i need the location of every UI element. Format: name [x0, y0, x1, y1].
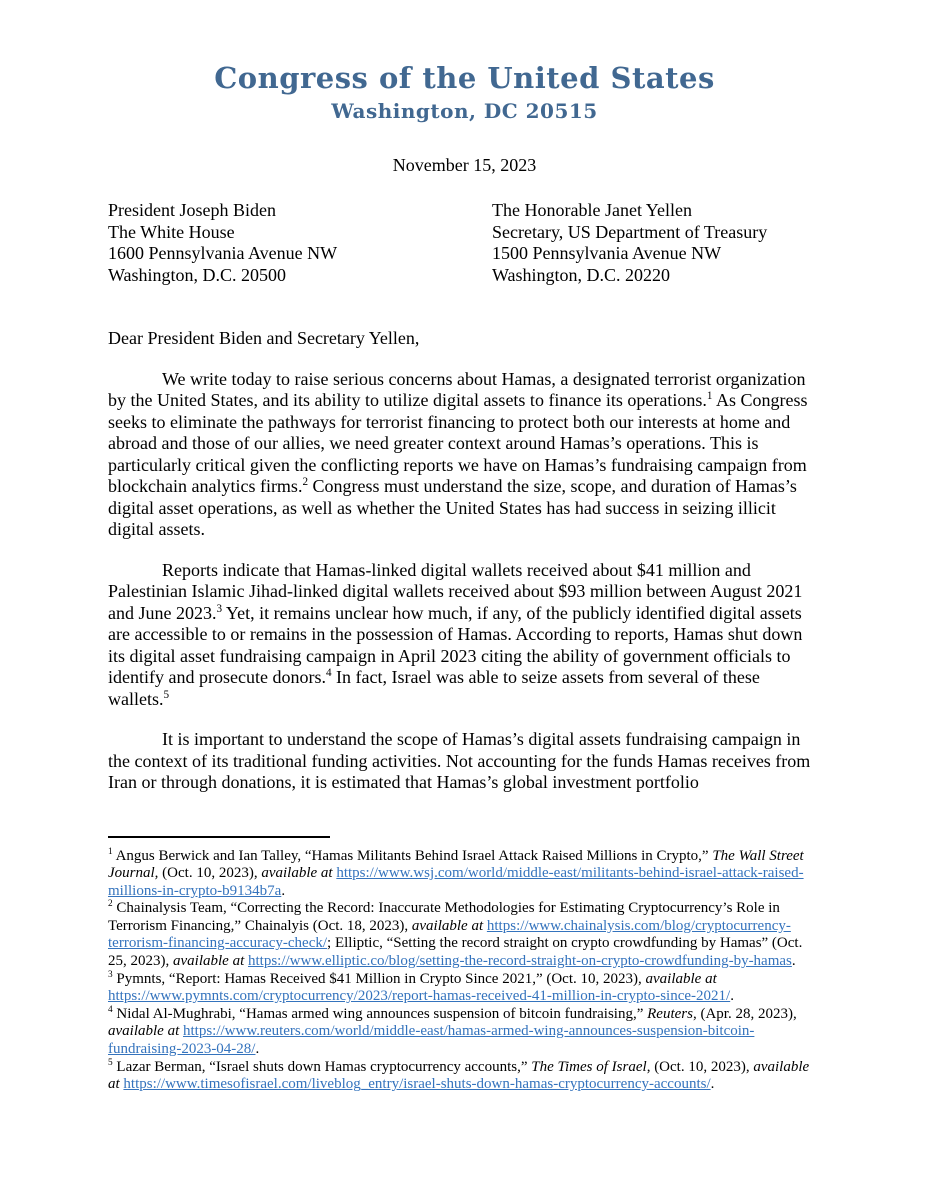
text-run: available at [173, 953, 245, 970]
text-run: It is important to understand the scope of Hamas’s digital assets fundraising campaign in the context of its traditional funding activities. Not accounting for the funds Hamas receives from Iran or through donations, it is estimated that Hamas’s global investment portfolio [108, 729, 811, 792]
recipient-block [108, 200, 821, 286]
body-paragraph [108, 729, 821, 794]
hyperlink[interactable]: https://www.elliptic.co/blog/setting-the-record-straight-on-crypto-crowdfunding-by-hamas [248, 953, 792, 970]
text-run: available at [261, 865, 333, 882]
text-run: . [281, 882, 286, 899]
recipient-line: 1500 Pennsylvania Avenue NW [492, 243, 722, 263]
text-run: Chainalysis Team, “Correcting the Record: Inaccurate Methodologies for Estimating Cryptocurrency’s Role in Terrorism Financing,” Chainalyis (Oct. 18, 2023), [108, 900, 780, 934]
letter-date: November 15, 2023 [392, 155, 537, 175]
hyperlink[interactable]: https://www.chainalysis.com/blog/cryptocurrency-terrorism-financing-accuracy-check/ [108, 917, 791, 952]
recipient-line: Washington, D.C. 20500 [108, 264, 287, 285]
hyperlink[interactable]: https://www.pymnts.com/cryptocurrency/2023/report-hamas-received-41-million-in-crypto-since-2021/ [108, 988, 731, 1005]
text-run: Lazar Berman, “Israel shuts down Hamas cryptocurrency accounts,” [112, 1058, 532, 1075]
footnote-marker: 4 [325, 667, 332, 679]
recipient-line: Washington, D.C. 20220 [492, 264, 671, 285]
footnote-marker: 5 [108, 1057, 113, 1068]
text-run: As Congress seeks to eliminate the pathways for terrorist financing to protect both our interests at home and abroad and those of our allies, we need greater context around Hamas’s operations. This is particularly critical given the conflicting reports we have on Hamas’s fundraising campaign from blockchain analytics firms. [108, 390, 808, 496]
text-run: Yet, it remains unclear how much, if any, of the publicly identified digital assets are accessible to or remains in the possession of Hamas. According to reports, Hamas shut down its digital asset fundraising campaign in April 2023 citing the ability of government officials to identify and prosecute donors. [108, 602, 803, 687]
letterhead-subtitle: Washington, DC 20515 [331, 99, 598, 123]
hyperlink[interactable]: https://www.reuters.com/world/middle-east/hamas-armed-wing-announces-suspension-bitcoin-fundraising-2023-04-28/ [108, 1023, 755, 1058]
text-run: Reports indicate that Hamas-linked digital wallets received about $41 million and Palestinian Islamic Jihad-linked digital wallets received about $93 million between August 2021 and June 2023. [108, 559, 803, 623]
text-run: Angus Berwick and Ian Talley, “Hamas Militants Behind Israel Attack Raised Millions in Crypto,” [112, 847, 713, 864]
recipient-right [492, 200, 821, 286]
recipient-line: President Joseph Biden [108, 200, 276, 220]
text-run: The Times of Israel [531, 1058, 647, 1075]
footnote-separator [108, 836, 330, 838]
text-run: . [255, 1041, 260, 1058]
text-run: We write today to raise serious concerns about Hamas, a designated terrorist organization by the United States, and its ability to utilize digital assets to finance its operations. [108, 368, 806, 410]
letter-body [108, 369, 821, 794]
footnote-marker: 5 [163, 688, 170, 701]
footnote-marker: 3 [216, 602, 223, 615]
letterhead-title: Congress of the United States [214, 61, 715, 95]
recipient-line: The Honorable Janet Yellen [492, 200, 692, 220]
text-run: Congress must understand the size, scope, and duration of Hamas’s digital asset operations, as well as whether the United States has had success in seizing illicit digital assets. [108, 476, 797, 539]
text-run: Nidal Al-Mughrabi, “Hamas armed wing announces suspension of bitcoin fundraising,” [112, 1005, 648, 1022]
text-run: available at [108, 1058, 810, 1093]
salutation: Dear President Biden and Secretary Yellen, [108, 328, 420, 348]
text-run: , (Oct. 10, 2023), [646, 1058, 754, 1075]
footnote [108, 971, 821, 1006]
text-run: . [791, 953, 796, 970]
footnote-marker: 4 [108, 1004, 113, 1015]
footnote [108, 1006, 821, 1059]
hyperlink[interactable]: https://www.timesofisrael.com/liveblog_entry/israel-shuts-down-hamas-cryptocurrency-accounts/ [123, 1076, 711, 1093]
body-paragraph [108, 369, 821, 541]
text-run: In fact, Israel was able to seize assets from several of these wallets. [108, 667, 760, 709]
footnote [108, 1059, 821, 1094]
text-run: Pymnts, “Report: Hamas Received $41 Million in Crypto Since 2021,” (Oct. 10, 2023), [112, 970, 646, 987]
hyperlink[interactable]: https://www.wsj.com/world/middle-east/militants-behind-israel-attack-raised-millions-in-crypto-b9134b7a [108, 865, 804, 899]
text-run: ; Elliptic, “Setting the record straight on crypto crowdfunding by Hamas” (Oct. 25, 2023), [108, 935, 803, 970]
text-run: available at [411, 917, 484, 934]
text-run: available at [108, 1023, 180, 1040]
text-run: Reuters [647, 1005, 693, 1022]
footnote-area [108, 836, 821, 1094]
footnote-marker: 1 [108, 846, 113, 857]
footnotes [108, 848, 821, 1094]
text-run: . [730, 988, 734, 1005]
footnote-marker: 2 [108, 899, 113, 910]
recipient-line: Secretary, US Department of Treasury [492, 221, 768, 242]
text-run: The Wall Street Journal, [108, 847, 804, 882]
footnote [108, 900, 821, 970]
letterhead [108, 0, 821, 124]
recipient-line: 1600 Pennsylvania Avenue NW [108, 243, 338, 263]
text-run: . [710, 1076, 715, 1093]
footnote-marker: 1 [706, 390, 713, 402]
footnote [108, 848, 821, 901]
recipient-line: The White House [108, 221, 235, 242]
recipient-left [108, 200, 492, 286]
text-run: (Oct. 10, 2023), [158, 865, 262, 882]
text-run: available at [645, 970, 717, 987]
footnote-marker: 2 [302, 476, 309, 488]
footnote-marker: 3 [108, 969, 113, 980]
body-paragraph [108, 560, 821, 711]
text-run: , (Apr. 28, 2023), [692, 1005, 797, 1022]
